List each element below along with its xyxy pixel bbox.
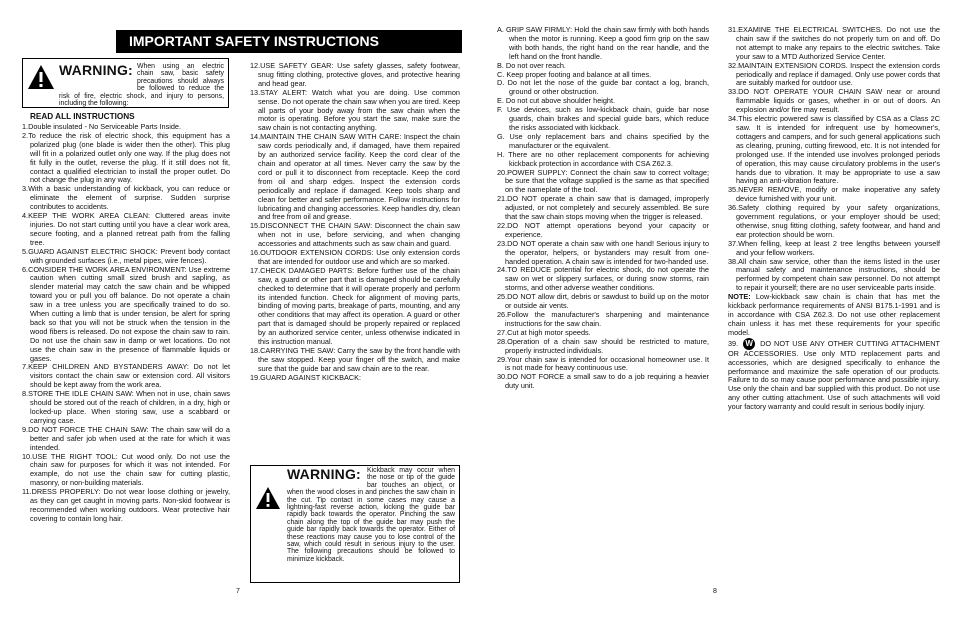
instruction-item: 10.USE THE RIGHT TOOL: Cut wood only. Do not use the chain saw for purposes for which it was not intended. For example, do not use the chain saw for cutting plastic, masonry, or non-building materials. (22, 451, 230, 488)
warning-title: WARNING: (59, 62, 133, 78)
instructions-column-4 (728, 26, 940, 412)
instruction-item: 35.NEVER REMOVE, modify or make inoperative any safety device furnished with your unit. (728, 185, 940, 204)
instruction-item: 28.Operation of a chain saw should be restricted to mature, properly instructed individuals. (497, 336, 709, 355)
instruction-item: 13.STAY ALERT: Watch what you are doing. Use common sense. Do not operate the chain saw when you are tired. Keep all parts of your body away from the saw chain when the motor is operating. Before you start the saw, make sure the saw chain is not contacting anything. (250, 87, 460, 133)
instruction-item: 17.CHECK DAMAGED PARTS: Before further use of the chain saw, a guard or other part that is damaged should be carefully checked to determine that it will operate properly and perform its intended function. Check for alignment of moving parts, binding of moving parts, breakage of parts, mounting, and any other conditions that may affect its operation. A guard or other part that is damaged should be properly repaired or replaced by an authorized service center, unless otherwise indicated in this instruction manual. (250, 265, 460, 347)
instruction-item: 20.POWER SUPPLY: Connect the chain saw to correct voltage; be sure that the voltage supplied is the same as that specified on the nameplate of the tool. (497, 167, 709, 195)
instruction-item: 16.OUTDOOR EXTENSION CORDS: Use only extension cords that are intended for outdoor use and which are so marked. (250, 248, 460, 266)
warning-text: Kickback may occur when the nose or tip of the guide bar touches an object, or when the wood closes in and pinches the saw chain in the cut. Tip contact in some cases may cause a lightning-fast reverse action, kicking the guide bar rapidly back towards the operator. Pinching the saw chain along the top of the guide bar may push the guide bar rapidly back towards the operator. Either of these reactions may cause you to lose control of the saw, which could result in serious injury to the user. The following precautions should be followed to minimize kickback. (287, 467, 455, 563)
page-number-right: 8 (713, 588, 717, 595)
warning-text: When using an electric chain saw, basic safety precautions should always be followed to reduce the risk of fire, electric shock, and injury to persons, including the following: (59, 63, 224, 108)
instruction-item: 11.DRESS PROPERLY: Do not wear loose clothing or jewelry, as they can get caught in moving parts. Non-skid footwear is recommended when working outdoors. Wear protective hair covering to contain long hair. (22, 487, 230, 523)
warning-triangle-icon (27, 64, 55, 90)
section-banner: IMPORTANT SAFETY INSTRUCTIONS (116, 30, 462, 53)
instruction-item: 21.DO NOT operate a chain saw that is damaged, improperly adjusted, or not completely and securely assembled. Be sure that the saw chain stops moving when the trigger is released. (497, 194, 709, 222)
instruction-item: 22.DO NOT attempt operations beyond your capacity or experience. (497, 220, 709, 239)
instruction-item: 6.CONSIDER THE WORK AREA ENVIRONMENT: Use extreme caution when cutting small sized brush and sapling, as slender material may catch the saw chain and be whipped toward you or pull you off balance. Do not operate a chain saw in a tree unless you are specifically trained to do so. When cutting a limb that is under tension, be alert for spring back so that you will not be struck when the tension in the wood fibers is released. Do not expose the chain saw to rain. Do not use the chain saw in damp or wet locations. Do not use the chain saw in the presence of flammable liquids or gases. (22, 264, 230, 363)
instruction-item: 14.MAINTAIN THE CHAIN SAW WITH CARE: Inspect the chain saw cords periodically and, if damaged, have them repaired by an authorized service facility. Keep the cord clear of the chain and operator at all times. Never carry the saw by the cord or pull it to disconnect from receptacle. Keep the cord from oil and sharp edges. Inspect the extension cords periodically and replace if damaged. Keep tools sharp and clean for better and safer performance. Follow instructions for lubricating and changing accessories. Keep handles dry, clean and free from oil and grease. (250, 132, 460, 222)
instruction-item: 8.STORE THE IDLE CHAIN SAW: When not in use, chain saws should be stored out of the reach of children, in a dry, high or locked-up place. When storing saw, use a scabbard or carrying case. (22, 389, 230, 425)
read-all-heading: READ ALL INSTRUCTIONS (30, 112, 135, 121)
instruction-item: 25.DO NOT allow dirt, debris or sawdust to build up on the motor or outside air vents. (497, 292, 709, 311)
warning-title: WARNING: (287, 466, 361, 482)
instruction-item: F. Use devices, such as low-kickback chain, guide bar nose guards, chain brakes and special guide bars, which reduce the risks associated with kickback. (497, 105, 709, 132)
instruction-item: 31.EXAMINE THE ELECTRICAL SWITCHES. Do not use the chain saw if the switches do not properly turn on and off. Do not attempt to make any repairs to the electric switches. Take your saw to a MTD Authorized Service Center. (728, 25, 940, 61)
instruction-item: E. Do not cut above shoulder height. (497, 96, 616, 106)
instruction-item: G. Use only replacement bars and chains specified by the manufacturer or the equivalent. (497, 131, 709, 150)
instruction-item: 5.GUARD AGAINST ELECTRIC SHOCK: Prevent body contact with grounded surfaces (i.e., metal pipes, wire fences). (22, 246, 230, 265)
instructions-column-3 (497, 26, 709, 391)
instruction-item: 3.With a basic understanding of kickback, you can reduce or eliminate the element of surprise. Sudden surprise contributes to accidents. (22, 184, 230, 212)
instruction-item: 29.Your chain saw is intended for occasional homeowner use. It is not made for heavy continuous use. (497, 354, 709, 373)
warning-box-kickback (250, 465, 460, 583)
item-39-number: 39. (728, 338, 739, 348)
note-paragraph (728, 293, 940, 338)
instruction-item: 4.KEEP THE WORK AREA CLEAN: Cluttered areas invite injuries. Do not start cutting until you have a clear work area, secure footing, and a planned retreat path from the falling tree. (22, 211, 230, 247)
instruction-item: C. Keep proper footing and balance at all times. (497, 69, 652, 79)
instructions-column-2 (250, 62, 460, 383)
warning-w-icon: W (743, 338, 755, 350)
warning-triangle-icon (255, 486, 281, 510)
instruction-item: 37.When felling, keep at least 2 tree lengths between yourself and your fellow workers. (728, 238, 940, 257)
instruction-item: 12.USE SAFETY GEAR: Use safety glasses, safety footwear, snug fitting clothing, protective gloves, and protective hearing and head gear. (250, 61, 460, 88)
instruction-item: 9.DO NOT FORCE THE CHAIN SAW: The chain saw will do a better and safer job when used at the rate for which it was intended. (22, 424, 230, 452)
note-text: Low-kickback saw chain is chain that has met the kickback performance requirements of ANSI B175.1-1991 and is in accordance with CSA Z62.3. Do not use other replacement chain unless it has met these requirements for your specific model. (728, 292, 940, 337)
instruction-item: 36.Safety clothing required by your safety organizations, government regulations, or your employer should be used; otherwise, snug fitting clothing, safety footwear, and hand and ear protection should be worn. (728, 203, 940, 239)
instruction-item: 33.DO NOT OPERATE YOUR CHAIN SAW near or around flammable liquids or gases, whether in or out of doors. An explosion and/or fire may result. (728, 87, 940, 115)
instruction-item: 15.DISCONNECT THE CHAIN SAW: Disconnect the chain saw when not in use, before servicing, and when changing accessories and attachments such as saw chain and guard. (250, 221, 460, 249)
instruction-item: H. There are no other replacement components for achieving kickback protection in accordance with CSA Z62.3. (497, 149, 709, 168)
instructions-column-1 (22, 123, 230, 524)
instruction-item: 24.TO REDUCE potential for electric shock, do not operate the saw on wet or slippery surfaces, or during snow storms, rain storms, and other adverse weather conditions. (497, 265, 709, 293)
instruction-item: 1.Double insulated - No Serviceable Parts Inside. (22, 122, 181, 131)
instruction-item: 34.This electric powered saw is classified by CSA as a Class 2C saw. It is intended for infrequent use by homeowner's, cottagers and campers, and for such general applications such as clearing, pruning, cutting firewood, etc. It is not intended for prolonged use. If the intended use involves prolonged periods of operation, this may cause circulatory problems in the user's hands due to vibration. It may be appropriate to use a saw having an anti-vibration feature. (728, 114, 940, 186)
instruction-item: B. Do not over reach. (497, 60, 566, 70)
instruction-item: 18.CARRYING THE SAW: Carry the saw by the front handle with the saw stopped. Keep your finger off the switch, and make sure that the guide bar and saw chain are to the rear. (250, 346, 460, 373)
warning-box-electric (22, 58, 229, 108)
instruction-item: 32.MAINTAIN EXTENSION CORDS. Inspect the extension cords periodically and replace if damaged. Only use power cords that are suitably marked for outdoor use. (728, 60, 940, 88)
instruction-item: A. GRIP SAW FIRMLY: Hold the chain saw firmly with both hands when the motor is running. Keep a good firm grip on the saw with both hands, the right hand on the rear handle, and the left hand on the front handle. (497, 25, 709, 61)
instruction-item: 23.DO NOT operate a chain saw with one hand! Serious injury to the operator, helpers, or bystanders may result from one-handed operation. A chain saw is intended for two-handed use. (497, 238, 709, 266)
instruction-item: 27.Cut at high motor speeds. (497, 327, 591, 337)
item-39 (728, 338, 940, 412)
page-number-left: 7 (236, 588, 240, 595)
instruction-item: D. Do not let the nose of the guide bar contact a log, branch, ground or other obstruction. (497, 78, 709, 97)
instruction-item: 2.To reduce the risk of electric shock, this equipment has a polarized plug (one blade is wider then the other). This plug will fit in a polarized outlet only one way. If the plug does not fit fully in the outlet, reverse the plug. If it still does not fit, contact a qualified electrician to install the proper outlet. Do not change the plug in any way. (22, 130, 230, 185)
instruction-item: 38.All chain saw service, other than the items listed in the user manual safety and maintenance instructions, should be performed by competent chain saw personnel. Do not attempt to repair it yourself; there are no user serviceable parts inside. (728, 256, 940, 293)
item-39-text: DO NOT USE ANY OTHER CUTTING ATTACHMENT OR ACCESSORIES. Use only MTD replacement parts and accessories, which are designed specifically to enhance the performance and maximize the safe operation of our products. Failure to do so may cause poor performance and possible injury. Use only the chain and bar supplied with this product. Do not use any other cutting attachment. Use of such attachments will void your factory warranty and could result in serious bodily injury. (728, 338, 940, 412)
instruction-item: 26.Follow the manufacturer's sharpening and maintenance instructions for the saw chain. (497, 310, 709, 328)
instruction-item: 7.KEEP CHILDREN AND BYSTANDERS AWAY: Do not let visitors contact the chain saw or extension cord. All visitors should be kept away from the work area. (22, 362, 230, 390)
instruction-item: 19.GUARD AGAINST KICKBACK: (250, 372, 361, 382)
note-label: NOTE: (728, 292, 751, 302)
instruction-item: 30.DO NOT FORCE a small saw to do a job requiring a heavier duty unit. (497, 372, 709, 391)
